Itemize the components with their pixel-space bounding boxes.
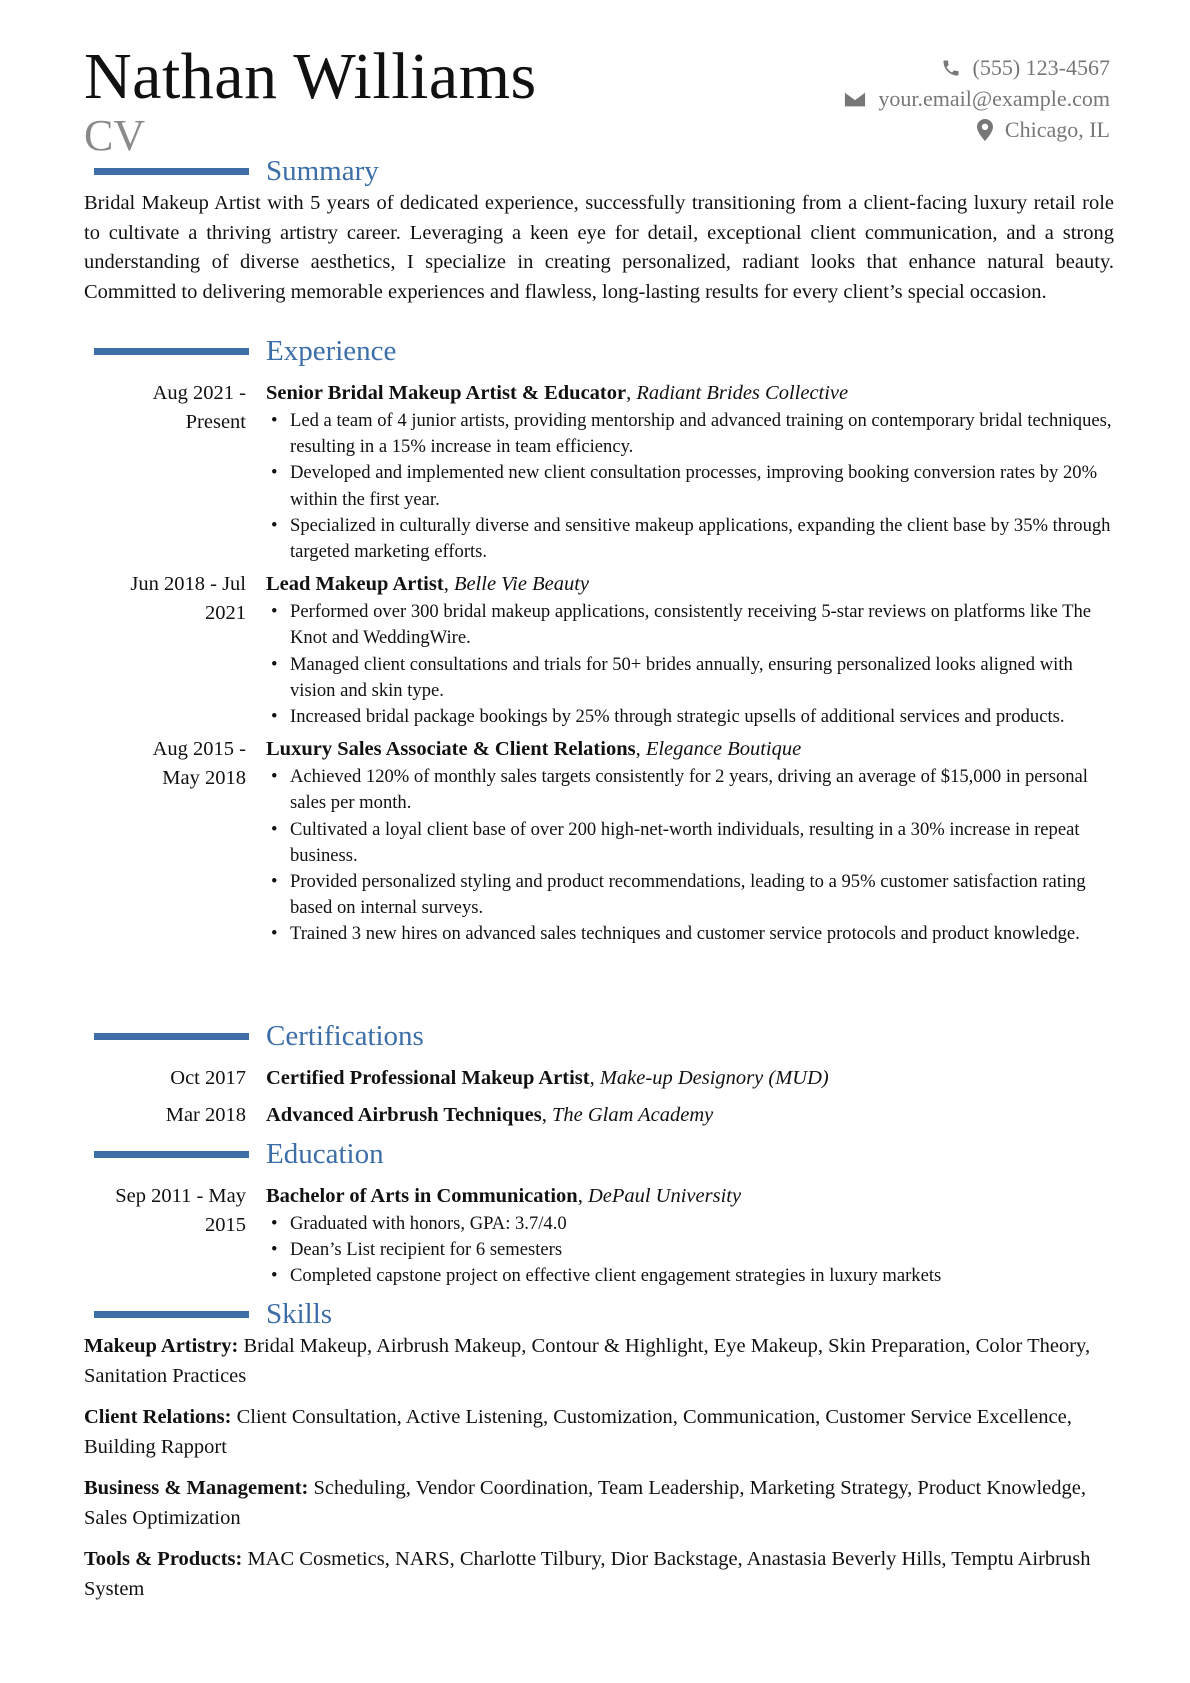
school: DePaul University [587, 1185, 742, 1207]
bullet-item: • Specialized in culturally diverse and sensitive makeup applications, expanding the client base by 35% through targeted marketing efforts. [290, 513, 1114, 565]
job-date [84, 735, 266, 947]
job-org: Elegance Boutique [645, 738, 802, 761]
degree: Bachelor of Arts in Communication [266, 1185, 578, 1207]
cert-org: Make-up Designory (MUD) [599, 1067, 829, 1089]
bullet-item: • Provided personalized styling and product recommendations, leading to a 95% customer satisfaction rating based on internal surveys. [290, 869, 1114, 921]
candidate-name: Nathan Williams [84, 40, 537, 113]
job-org: Belle Vie Beauty [453, 573, 590, 596]
cert-date: Oct 2017 [170, 1067, 246, 1089]
job-title-line: Lead Makeup Artist, Belle Vie Beauty [266, 573, 590, 596]
bullet-item: • Trained 3 new hires on advanced sales techniques and customer service protocols and product knowledge. [290, 921, 1114, 947]
job-org: Radiant Brides Collective [636, 382, 849, 404]
job-bullets [266, 408, 1114, 565]
skill-group [84, 1332, 1114, 1391]
section-header [84, 1296, 1114, 1332]
phone-text[interactable]: (555) 123-4567 [972, 54, 1110, 80]
bullet-item: • Developed and implemented new client consultation processes, improving booking conversion rates by 20% within the first year. [290, 460, 1114, 512]
date-end: Present [185, 411, 246, 433]
contact-block [844, 52, 1110, 145]
skill-items: MAC Cosmetics, NARS, Charlotte Tilbury, Dior Backstage, Anastasia Beverly Hills, Temptu Airbrush System [84, 1548, 1091, 1600]
date-end: 2015 [205, 1214, 246, 1236]
section-accent-bar [94, 1151, 249, 1158]
job-date [84, 379, 266, 565]
edu-date [84, 1182, 266, 1290]
cert-name: Certified Professional Makeup Artist [266, 1067, 590, 1089]
document-subtitle: CV [84, 111, 146, 160]
job-entry [84, 570, 1114, 730]
bullet-item: • Led a team of 4 junior artists, providing mentorship and advanced training on contemporary bridal techniques, resulting in a 15% increase in team efficiency. [290, 408, 1114, 460]
summary-text: Bridal Makeup Artist with 5 years of dedicated experience, successfully transitioning from a client-facing luxury retail role to cultivate a thriving artistry career. Leveraging a keen eye for detail, exceptional client communication, and a strong understanding of diverse aesthetics, I specialize in creating personalized, radiant looks that enhance natural beauty. Committed to delivering memorable experiences and flawless, long-lasting results for every client’s special occasion. [84, 192, 1114, 303]
contact-phone [844, 52, 1110, 83]
job-role: Senior Bridal Makeup Artist & Educator [266, 382, 627, 404]
section-header [84, 333, 1114, 369]
summary-section [84, 153, 1114, 307]
job-entry [84, 379, 1114, 565]
bullet-item: • Cultivated a loyal client base of over 200 high-net-worth individuals, resulting in a 30% increase in repeat business. [290, 817, 1114, 869]
certifications-section [84, 1018, 1114, 1130]
certification-entry [84, 1064, 1114, 1093]
section-title: Skills [266, 1298, 333, 1330]
section-title: Certifications [266, 1020, 424, 1052]
job-entry [84, 735, 1114, 947]
date-start: Aug 2021 - [152, 382, 246, 404]
bullet-item: • Achieved 120% of monthly sales targets consistently for 2 years, driving an average of $15,000 in personal sales per month. [290, 764, 1114, 816]
bullet-item: • Managed client consultations and trials for 50+ brides annually, ensuring personalized looks aligned with vision and skin type. [290, 652, 1114, 704]
job-title-line: Senior Bridal Makeup Artist & Educator, Radiant Brides Collective [266, 382, 849, 404]
skill-group [84, 1403, 1114, 1462]
skill-items: Client Consultation, Active Listening, Customization, Communication, Customer Service Excellence, Building Rapport [84, 1406, 1072, 1458]
date-start: Jun 2018 - Jul [130, 573, 246, 596]
date-start: Aug 2015 - [152, 738, 246, 761]
skill-items: Bridal Makeup, Airbrush Makeup, Contour & Highlight, Eye Makeup, Skin Preparation, Color Theory, Sanitation Practices [84, 1335, 1091, 1387]
email-text[interactable]: your.email@example.com [878, 85, 1110, 111]
date-end: 2021 [205, 602, 246, 625]
map-pin-icon [977, 119, 993, 141]
section-accent-bar [94, 348, 249, 355]
cert-name: Advanced Airbrush Techniques [266, 1104, 542, 1126]
education-section [84, 1136, 1114, 1290]
bullet-item: • Completed capstone project on effective client engagement strategies in luxury markets [290, 1263, 1114, 1289]
skill-group [84, 1474, 1114, 1533]
skill-category: Tools & Products: [84, 1548, 243, 1570]
contact-email [844, 83, 1110, 114]
edu-body [266, 1182, 1114, 1290]
job-bullets [266, 764, 1114, 947]
cert-body: Advanced Airbrush Techniques, The Glam Academy [266, 1104, 714, 1126]
cert-body: Certified Professional Makeup Artist, Make-up Designory (MUD) [266, 1067, 829, 1089]
section-header [84, 153, 1114, 189]
job-bullets [266, 599, 1114, 730]
section-title: Education [266, 1138, 384, 1170]
bullet-item: • Performed over 300 bridal makeup applications, consistently receiving 5-star reviews on platforms like The Knot and WeddingWire. [290, 599, 1114, 651]
skill-group [84, 1545, 1114, 1604]
cert-org: The Glam Academy [551, 1104, 714, 1126]
section-title: Summary [266, 155, 379, 187]
education-entry [84, 1182, 1114, 1290]
job-title-line: Luxury Sales Associate & Client Relations, Elegance Boutique [266, 738, 802, 761]
job-date [84, 570, 266, 730]
date-end: May 2018 [162, 767, 246, 790]
job-role: Luxury Sales Associate & Client Relations [266, 738, 636, 761]
edu-title-line: Bachelor of Arts in Communication, DePaul University [266, 1185, 742, 1207]
envelope-icon [844, 90, 866, 108]
contact-location [844, 114, 1110, 145]
certification-entry [84, 1101, 1114, 1130]
date-start: Sep 2011 - May [115, 1185, 246, 1207]
skill-category: Client Relations: [84, 1406, 232, 1428]
skills-section [84, 1296, 1114, 1616]
cert-date: Mar 2018 [165, 1104, 246, 1126]
job-body [266, 379, 1114, 565]
phone-icon [941, 58, 961, 78]
location-text: Chicago, IL [1004, 116, 1110, 142]
section-header [84, 1136, 1114, 1172]
section-title: Experience [266, 335, 397, 367]
job-role: Lead Makeup Artist [266, 573, 444, 596]
skill-items: Scheduling, Vendor Coordination, Team Leadership, Marketing Strategy, Product Knowledge, Sales Optimization [84, 1477, 1086, 1529]
job-body [266, 735, 1114, 947]
skill-category: Makeup Artistry: [84, 1335, 239, 1357]
section-header [84, 1018, 1114, 1054]
bullet-item: • Increased bridal package bookings by 25% through strategic upsells of additional services and products. [290, 704, 1114, 730]
bullet-item: • Graduated with honors, GPA: 3.7/4.0 [290, 1211, 1114, 1237]
edu-bullets [266, 1211, 1114, 1290]
section-accent-bar [94, 1311, 249, 1318]
section-accent-bar [94, 1033, 249, 1040]
bullet-item: • Dean’s List recipient for 6 semesters [290, 1237, 1114, 1263]
experience-section [84, 333, 1114, 948]
skill-category: Business & Management: [84, 1477, 309, 1499]
job-body [266, 570, 1114, 730]
section-accent-bar [94, 168, 249, 175]
